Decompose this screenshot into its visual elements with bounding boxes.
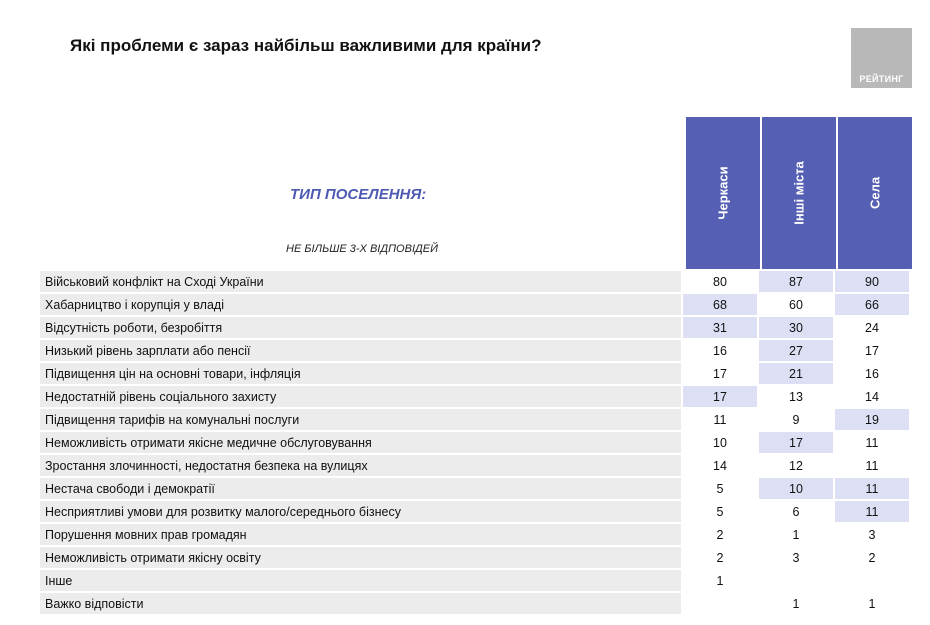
table-cell: 6 — [757, 501, 833, 524]
table-cell: 14 — [681, 455, 757, 478]
table-cell: 11 — [833, 501, 909, 524]
row-label: Зростання злочинності, недостатня безпека на вулицях — [40, 455, 681, 478]
table-cell: 17 — [681, 363, 757, 386]
table-row — [40, 409, 909, 432]
row-label: Порушення мовних прав громадян — [40, 524, 681, 547]
table-cell: 11 — [681, 409, 757, 432]
table-cell: 66 — [833, 294, 909, 317]
table-cell: 11 — [833, 432, 909, 455]
table-row — [40, 593, 909, 616]
table-cell: 13 — [757, 386, 833, 409]
row-label: Інше — [40, 570, 681, 593]
table-cell: 80 — [681, 271, 757, 294]
row-label: Військовий конфлікт на Сході України — [40, 271, 681, 294]
table-cell: 1 — [681, 570, 757, 593]
table-cell: 87 — [757, 271, 833, 294]
table-row — [40, 478, 909, 501]
table-cell: 2 — [681, 524, 757, 547]
table-cell: 2 — [833, 547, 909, 570]
table-cell: 3 — [757, 547, 833, 570]
table-cell: 90 — [833, 271, 909, 294]
table-cell: 10 — [757, 478, 833, 501]
row-label: Неможливість отримати якісну освіту — [40, 547, 681, 570]
table-cell: 17 — [757, 432, 833, 455]
row-label: Хабарництво і корупція у владі — [40, 294, 681, 317]
table-cell: 3 — [833, 524, 909, 547]
table-row — [40, 501, 909, 524]
row-label: Важко відповісти — [40, 593, 681, 616]
row-label: Недостатній рівень соціального захисту — [40, 386, 681, 409]
table-cell: 27 — [757, 340, 833, 363]
row-label: Підвищення тарифів на комунальні послуги — [40, 409, 681, 432]
table-cell: 2 — [681, 547, 757, 570]
column-header-label: Села — [867, 176, 883, 210]
table-row — [40, 294, 909, 317]
table-cell: 12 — [757, 455, 833, 478]
table-cell: 24 — [833, 317, 909, 340]
row-label: Низький рівень зарплати або пенсії — [40, 340, 681, 363]
table-cell: 17 — [833, 340, 909, 363]
table-cell: 5 — [681, 501, 757, 524]
table-row — [40, 432, 909, 455]
logo-text: РЕЙТИНГ — [859, 74, 904, 84]
table-cell: 30 — [757, 317, 833, 340]
column-header-villages — [838, 117, 912, 269]
column-header-cherkasy — [686, 117, 760, 269]
table-row — [40, 455, 909, 478]
table-cell: 11 — [833, 455, 909, 478]
table-cell: 1 — [757, 524, 833, 547]
table-cell: 19 — [833, 409, 909, 432]
row-label: Нестача свободи і демократії — [40, 478, 681, 501]
table-cell: 21 — [757, 363, 833, 386]
section-label: ТИП ПОСЕЛЕННЯ: — [290, 186, 427, 203]
table-cell: 1 — [833, 593, 909, 616]
column-header-label: Інші міста — [791, 161, 807, 225]
table-cell: 11 — [833, 478, 909, 501]
row-label: Неможливість отримати якісне медичне обслуговування — [40, 432, 681, 455]
table-row — [40, 340, 909, 363]
table-cell — [757, 570, 833, 593]
table-cell: 31 — [681, 317, 757, 340]
table-cell: 1 — [757, 593, 833, 616]
results-table — [40, 271, 909, 616]
page-title: Які проблеми є зараз найбільш важливими для країни? — [70, 36, 542, 55]
table-cell: 9 — [757, 409, 833, 432]
table-row — [40, 386, 909, 409]
table-cell: 60 — [757, 294, 833, 317]
table-cell: 68 — [681, 294, 757, 317]
rating-logo — [851, 28, 912, 88]
table-cell: 14 — [833, 386, 909, 409]
table-row — [40, 317, 909, 340]
table-row — [40, 570, 909, 593]
answers-note: НЕ БІЛЬШЕ 3-Х ВІДПОВІДЕЙ — [286, 243, 438, 255]
table-row — [40, 363, 909, 386]
table-row — [40, 524, 909, 547]
table-cell: 10 — [681, 432, 757, 455]
table-row — [40, 547, 909, 570]
table-cell: 5 — [681, 478, 757, 501]
table-cell — [681, 593, 757, 616]
row-label: Відсутність роботи, безробіття — [40, 317, 681, 340]
row-label: Підвищення цін на основні товари, інфляція — [40, 363, 681, 386]
table-cell: 16 — [833, 363, 909, 386]
results-table-body — [40, 271, 909, 616]
column-header-other-cities — [762, 117, 836, 269]
table-cell: 17 — [681, 386, 757, 409]
table-cell — [833, 570, 909, 593]
table-cell: 16 — [681, 340, 757, 363]
row-label: Несприятливі умови для розвитку малого/середнього бізнесу — [40, 501, 681, 524]
column-header-label: Черкаси — [715, 166, 731, 220]
table-row — [40, 271, 909, 294]
